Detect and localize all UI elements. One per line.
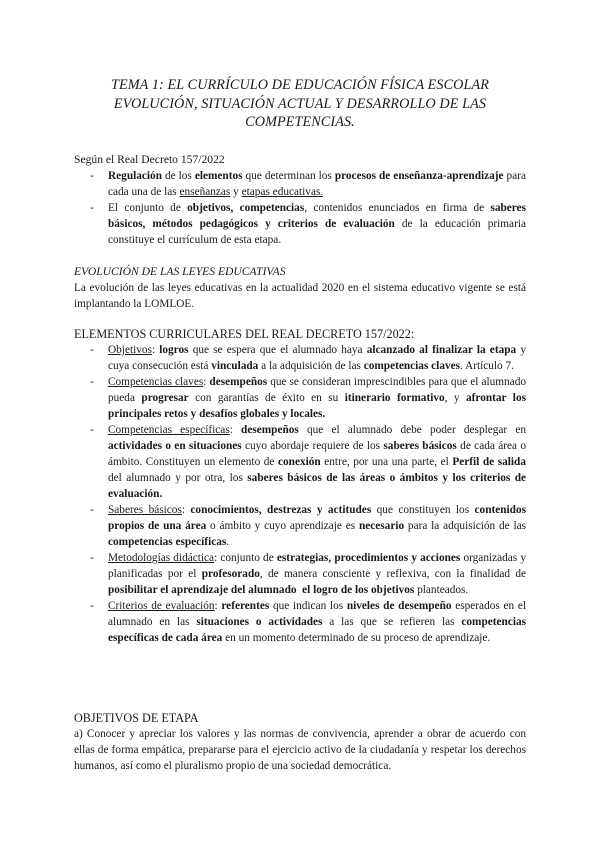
bold-term: desempeños	[241, 424, 299, 436]
bold-term: competencias específicas de cada área	[108, 616, 527, 644]
title-line-3: COMPETENCIAS.	[245, 114, 355, 130]
text: del alumnado y por otra, los	[108, 472, 248, 484]
bold-term: logros	[159, 344, 189, 356]
bold-term: objetivos, competencias	[187, 202, 305, 214]
bold-term: el logro de los objetivos	[302, 584, 415, 596]
text: y	[230, 186, 242, 198]
text: que determinan los	[242, 170, 335, 182]
bold-term: Perfil de salida	[452, 456, 526, 468]
term-label: Competencias claves	[108, 376, 204, 388]
bold-term: itinerario formativo	[344, 392, 445, 404]
text: : conjunto de	[214, 552, 277, 564]
bold-term: saberes básicos	[383, 440, 457, 452]
list-item-metodologias	[74, 550, 526, 598]
text: . Artículo 7.	[460, 360, 515, 372]
text: planteados.	[414, 584, 469, 596]
text: de cada área o ámbito. Constituyen un elemento de	[108, 440, 527, 468]
bold-term: conexión	[278, 456, 321, 468]
intro-heading: Según el Real Decreto 157/2022	[74, 153, 225, 166]
bold-term: alcanzado al finalizar la etapa	[366, 344, 517, 356]
text: :	[151, 344, 160, 356]
bold-term: contenidos propios de una área	[108, 504, 527, 532]
term-label: Criterios de evaluación	[108, 600, 215, 612]
text: cuyo abordaje requiere de los	[241, 440, 384, 452]
title-line-1: TEMA 1: EL CURRÍCULO DE EDUCACIÓN FÍSICA ESCOLAR	[110, 77, 489, 93]
list-item-competencias-especificas	[74, 422, 526, 502]
bold-term: elementos	[194, 170, 243, 182]
list-item-objetivos	[74, 342, 526, 374]
bold-term: niveles de desempeño	[346, 600, 452, 612]
text: que indican los	[269, 600, 347, 612]
term-label: Saberes básicos	[108, 504, 182, 516]
list-item-saberes-basicos	[74, 502, 526, 550]
text: para la adquisición de las	[404, 520, 527, 532]
text: :	[181, 504, 191, 516]
objetivos-etapa-paragraph: a) Conocer y apreciar los valores y las normas de convivencia, aprender a obrar de acuerdo con ellas de forma empática, prepararse para el ejercicio activo de la ciudadanía y respetar los derechos humanos, así como el pluralismo propio de una sociedad democrática.	[74, 728, 526, 772]
bold-term: competencias específicas	[108, 536, 227, 548]
term-label: Metodologías didáctica	[108, 552, 215, 564]
bold-term: profesorado	[201, 568, 260, 580]
dash-bullet: -	[90, 202, 94, 214]
bold-term: conocimientos, destrezas y actitudes	[190, 504, 372, 516]
document-title	[60, 76, 540, 132]
bold-term: competencias claves	[363, 360, 461, 372]
bold-term: progresar	[141, 392, 189, 404]
elementos-list	[74, 342, 526, 646]
elementos-section	[74, 326, 526, 646]
bold-term: Regulación	[108, 170, 162, 182]
text: de la educación primaria constituye el currículum de esta etapa.	[108, 218, 526, 246]
bold-term: estrategias, procedimientos y acciones	[276, 552, 461, 564]
text: entre, por una una parte, el	[320, 456, 453, 468]
evolucion-paragraph: La evolución de las leyes educativas en la actualidad 2020 en el sistema educativo vigente se está implantando la LOMLOE.	[74, 282, 526, 310]
list-item	[74, 168, 526, 200]
text: y cuya consecución está	[108, 344, 526, 372]
bold-term: saberes básicos, métodos pedagógicos y criterios de evaluación	[108, 202, 526, 230]
text: .	[226, 536, 230, 548]
dash-bullet: -	[90, 344, 94, 356]
underlined-term: enseñanzas	[179, 186, 231, 198]
list-item-criterios	[74, 598, 526, 646]
title-line-2: EVOLUCIÓN, SITUACIÓN ACTUAL Y DESARROLLO DE LAS	[113, 95, 487, 112]
text: que el alumnado debe poder desplegar en	[298, 424, 527, 436]
dash-bullet: -	[90, 376, 94, 388]
text: a las que se refieren las	[322, 616, 462, 628]
bold-term: posibilitar el aprendizaje del alumnado	[108, 584, 297, 596]
text: , contenidos enunciados en firma de	[304, 202, 491, 214]
intro-section	[74, 152, 526, 248]
text: El conjunto de	[108, 202, 188, 214]
text: , de manera consciente y reflexiva, con la finalidad de	[259, 568, 526, 580]
dash-bullet: -	[90, 552, 94, 564]
evolucion-section	[74, 264, 526, 312]
objetivos-etapa-section	[74, 710, 526, 774]
text: que constituyen los	[371, 504, 475, 516]
text: a la adquisición de las	[258, 360, 364, 372]
bold-term: necesario	[358, 520, 405, 532]
text: que se espera que el alumnado haya	[188, 344, 367, 356]
text: :	[203, 376, 210, 388]
bold-term: vinculada	[211, 360, 259, 372]
bold-term: desempeños	[209, 376, 268, 388]
dash-bullet: -	[90, 424, 94, 436]
text: que se consideran imprescindibles para que el alumnado pueda	[108, 376, 526, 404]
text: esperados en el alumnado en las	[108, 600, 526, 628]
term-label: Competencias específicas	[108, 424, 230, 436]
objetivos-etapa-heading: OBJETIVOS DE ETAPA	[74, 711, 199, 725]
list-item	[74, 200, 526, 248]
text: con garantías de éxito en su	[188, 392, 345, 404]
bold-term: actividades o en situaciones	[108, 440, 242, 452]
bold-term: afrontar los principales retos y desafíos globales y locales.	[108, 392, 526, 420]
text: o ámbito y cuyo aprendizaje es	[206, 520, 359, 532]
bold-term: referentes	[221, 600, 270, 612]
text: :	[229, 424, 242, 436]
underlined-term: etapas educativas.	[241, 186, 324, 198]
intro-list	[74, 168, 526, 248]
list-item-competencias-claves	[74, 374, 526, 422]
text: para cada una de las	[108, 170, 526, 198]
text: en un momento determinado de su proceso de aprendizaje.	[222, 632, 491, 644]
evolucion-heading: EVOLUCIÓN DE LAS LEYES EDUCATIVAS	[74, 265, 286, 278]
dash-bullet: -	[90, 170, 94, 182]
text: de los	[161, 170, 195, 182]
dash-bullet: -	[90, 600, 94, 612]
bold-term: situaciones o actividades	[196, 616, 323, 628]
dash-bullet: -	[90, 504, 94, 516]
text: , y	[444, 392, 466, 404]
text: organizadas y planificadas por el	[108, 552, 527, 580]
text: :	[214, 600, 222, 612]
elementos-heading: ELEMENTOS CURRICULARES DEL REAL DECRETO 157/2022:	[74, 327, 415, 341]
bold-term: procesos de enseñanza-aprendizaje	[334, 170, 504, 182]
term-label: Objetivos	[108, 344, 152, 356]
bold-term: saberes básicos de las áreas o ámbitos y los criterios de evaluación.	[108, 472, 526, 500]
